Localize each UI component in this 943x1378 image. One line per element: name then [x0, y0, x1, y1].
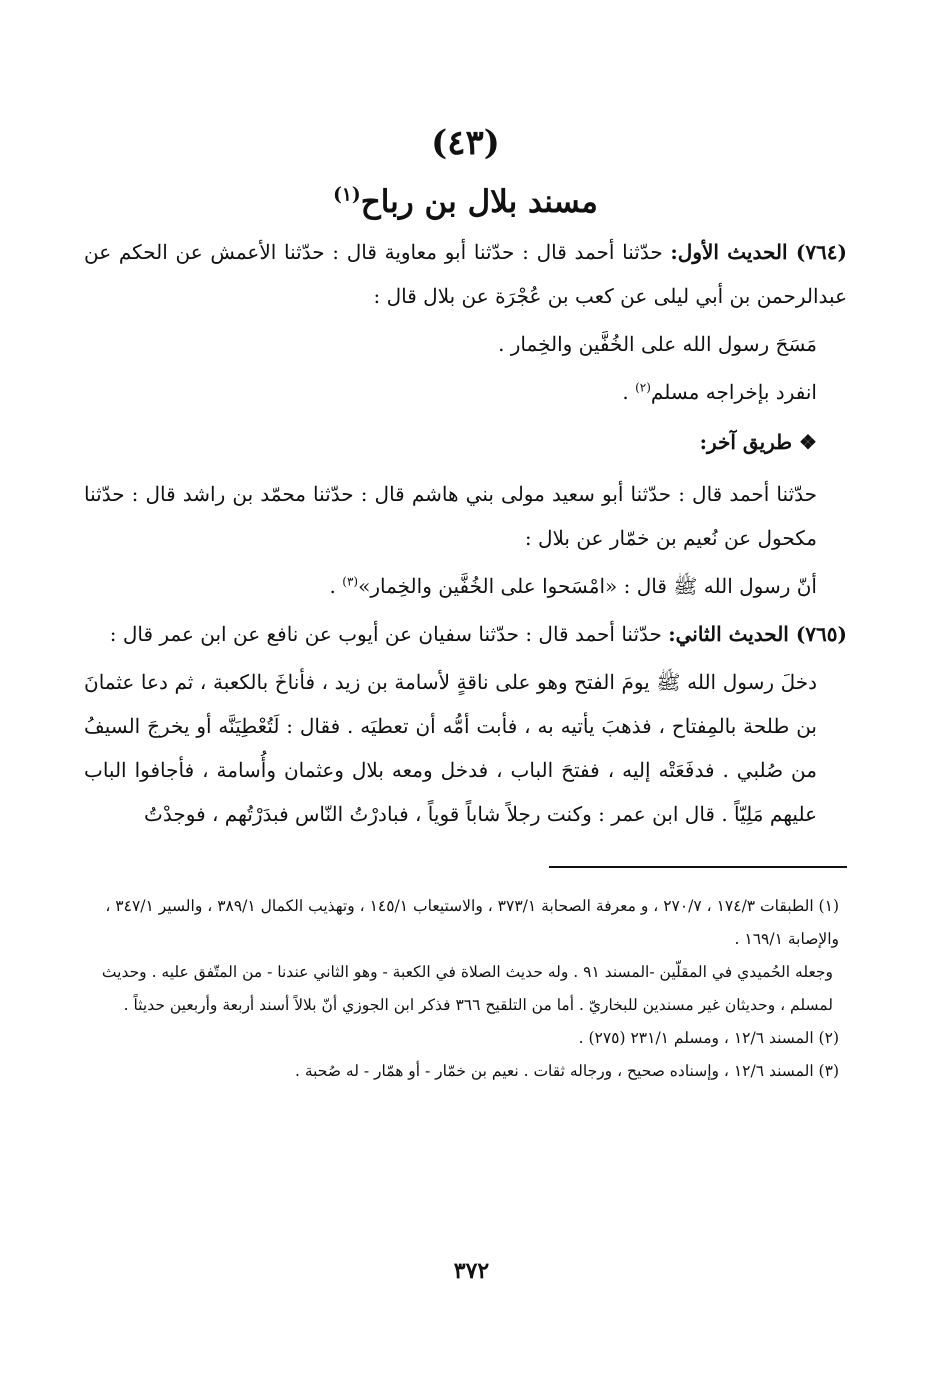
hadith-1-matn: مَسَحَ رسول الله على الخُفَّين والخِمار .: [498, 332, 817, 356]
hadith-1-isnad-text: حدّثنا أحمد قال : حدّثنا أبو معاوية قال : حدّثنا الأعمش عن الحكم عن عبدالرحمن بن أبي ليلى عن كعب بن عُجْرَة عن بلال قال :: [84, 240, 847, 308]
other-route-footnote-ref: (٣): [342, 574, 359, 589]
hadith-2-isnad: [84, 612, 847, 656]
other-route-matn-end: .: [329, 574, 343, 598]
hadith-1-label: (٧٦٤) الحديث الأول:: [670, 240, 848, 264]
footnote-3: (٣) المسند ١٢/٦ ، وإسناده صحيح ، ورجاله ثقات . نعيم بن خمّار - أو همّار - له صُحبة .: [294, 1062, 839, 1080]
hadith-2-isnad-text: حدّثنا أحمد قال : حدّثنا سفيان عن أيوب عن نافع عن ابن عمر قال :: [109, 622, 662, 646]
musnad-title: [84, 174, 847, 230]
footnote-2: (٢) المسند ١٢/٦ ، ومسلم ٢٣١/١ (٢٧٥) .: [578, 1029, 839, 1047]
hadith-2-label: (٧٦٥) الحديث الثاني:: [668, 622, 847, 646]
hadith-1-note-end: .: [622, 380, 636, 404]
hadith-1-footnote-ref: (٢): [635, 380, 651, 395]
footnote-1-continuation: وجعله الحُميدي في المقلّين -المسند ٩١ . وله حديث الصلاة في الكعبة - وهو الثاني عندنا - من المتّفق عليه . وحديث لمسلم ، وحديثان غير مسندين للبخاريّ . أما من التلقيح ٣٦٦ فذكر ابن الجوزي أنّ بلالاً أسند أربعة وأربعين حديثاً .: [101, 963, 833, 1014]
hadith-group-number: (٤٣): [431, 123, 500, 163]
musnad-title-text: مسند بلال بن رباح: [360, 184, 598, 220]
other-route-heading: ❖ طريق آخر:: [699, 430, 817, 454]
hadith-1-note-text: انفرد بإخراجه مسلم: [650, 380, 817, 404]
hadith-1-note: [84, 370, 847, 414]
other-route-matn: [84, 564, 847, 608]
hadith-2-matn: دخلَ رسول الله ﷺ يومَ الفتح وهو على ناقةٍ لأسامة بن زيد ، فأناخَ بالكعبة ، ثم دعا عثمانَ بن طلحة بالمِفتاح ، فذهبَ يأتيه به ، فأبت أمُّه أن تعطيَه . فقال : لَتُعْطِيَنَّه أو يخرجَ السيفُ من صُلبي . فدفَعَتْه إليه ، ففتحَ الباب ، فدخل ومعه بلال وعثمان وأُسامة ، فأجافوا الباب عليهم مَلِيّاً . قال ابن عمر : وكنت رجلاً شاباً قوياً ، فبادرْتُ النّاس فبدَرْتُهم ، فوجدْتُ: [84, 670, 817, 826]
page-number: ٣٧٢: [453, 1258, 490, 1284]
footnote-separator: [549, 866, 847, 868]
hadith-1-isnad: [84, 230, 847, 318]
musnad-footnote-ref: (١): [333, 184, 361, 206]
other-route-isnad: حدّثنا أحمد قال : حدّثنا أبو سعيد مولى بني هاشم قال : حدّثنا محمّد بن راشد قال : حدّثنا مكحول عن نُعيم بن خمّار عن بلال :: [84, 482, 817, 550]
other-route-matn-text: أنّ رسول الله ﷺ قال : «امْسَحوا على الخُفَّين والخِمار»: [358, 574, 817, 598]
footnote-1: (١) الطبقات ١٧٤/٣ ، ٢٧٠/٧ ، و معرفة الصحابة ٣٧٣/١ ، والاستيعاب ١٤٥/١ ، وتهذيب الكمال ٣٨٩/١ ، والسير ٣٤٧/١ ، والإصابة ١٦٩/١ .: [105, 897, 839, 948]
